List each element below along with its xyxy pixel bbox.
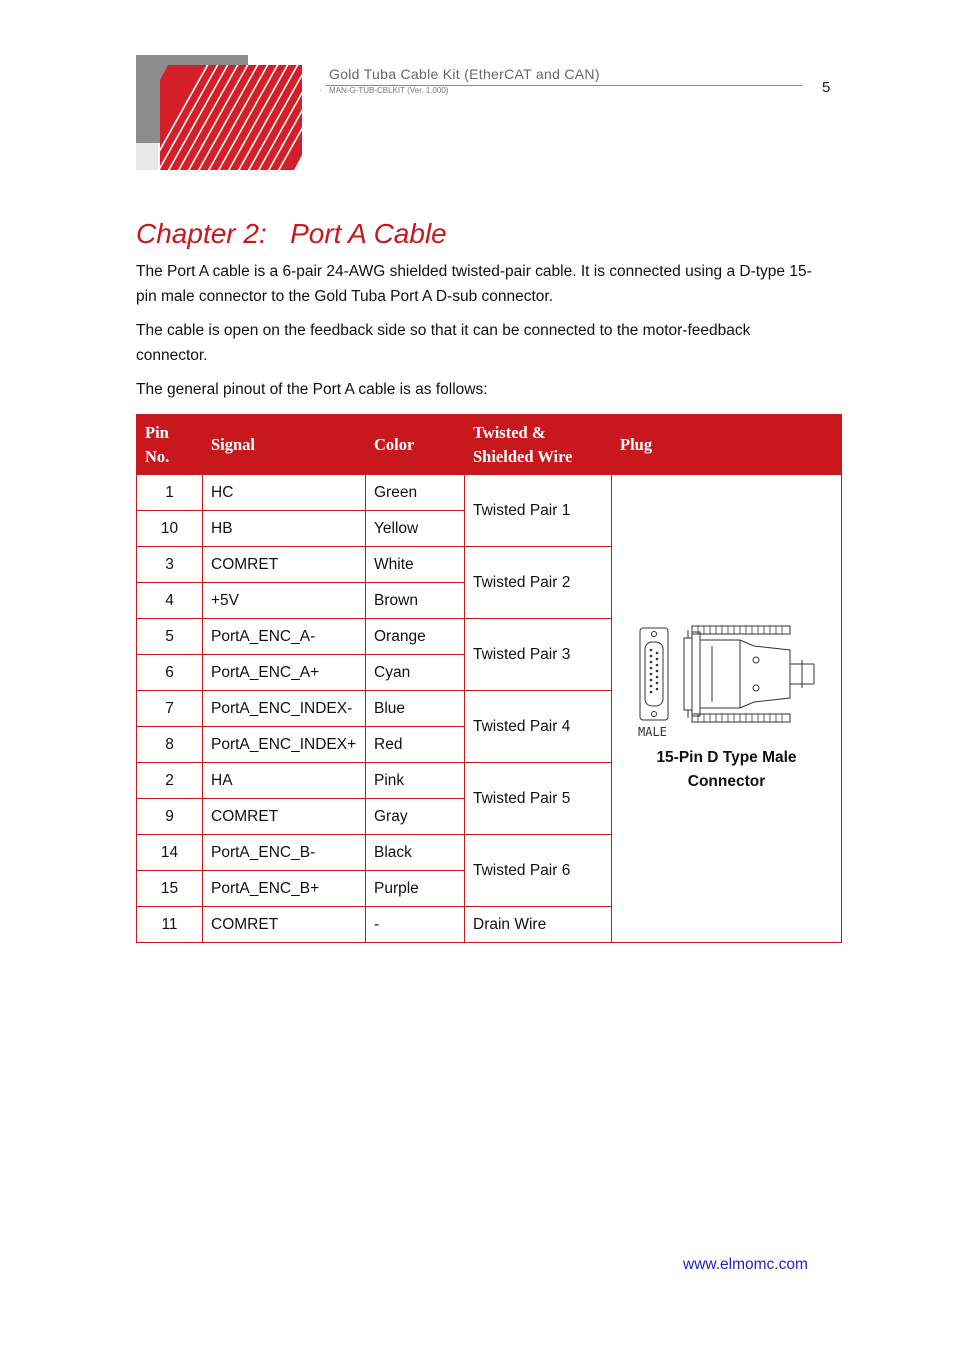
header-color: Color <box>366 415 465 475</box>
signal-cell: HC <box>203 475 366 511</box>
pin-cell: 2 <box>137 763 203 799</box>
pair-cell: Twisted Pair 3 <box>465 619 612 691</box>
color-cell: Brown <box>366 583 465 619</box>
color-cell: Purple <box>366 871 465 907</box>
color-cell: Pink <box>366 763 465 799</box>
header-twisted: Twisted & Shielded Wire <box>465 415 612 475</box>
header-bullet: · <box>319 86 322 95</box>
plug-cell <box>612 475 842 943</box>
signal-cell: PortA_ENC_INDEX- <box>203 691 366 727</box>
pin-cell: 9 <box>137 799 203 835</box>
pinout-table <box>136 414 842 943</box>
pin-cell: 1 <box>137 475 203 511</box>
pair-cell: Drain Wire <box>465 907 612 943</box>
intro-paragraph: The Port A cable is a 6-pair 24-AWG shielded twisted-pair cable. It is connected using a D-type 15-pin male connector to the Gold Tuba Port A D-sub connector. <box>136 263 812 305</box>
signal-cell: HA <box>203 763 366 799</box>
pin-cell: 15 <box>137 871 203 907</box>
header-signal: Signal <box>203 415 366 475</box>
color-cell: Orange <box>366 619 465 655</box>
signal-cell: PortA_ENC_A- <box>203 619 366 655</box>
signal-cell: PortA_ENC_B- <box>203 835 366 871</box>
chapter-title: Chapter 2: Port A Cable <box>136 218 447 249</box>
document-title: Gold Tuba Cable Kit (EtherCAT and CAN) <box>329 66 600 82</box>
table-row <box>137 475 842 511</box>
company-logo <box>136 55 320 170</box>
signal-cell: COMRET <box>203 799 366 835</box>
color-cell: Gray <box>366 799 465 835</box>
pair-cell: Twisted Pair 5 <box>465 763 612 835</box>
pin-cell: 5 <box>137 619 203 655</box>
page-number: 5 <box>822 79 831 96</box>
pair-cell: Twisted Pair 2 <box>465 547 612 619</box>
signal-cell: +5V <box>203 583 366 619</box>
pair-cell: Twisted Pair 4 <box>465 691 612 763</box>
header-plug: Plug <box>612 415 842 475</box>
color-cell: Blue <box>366 691 465 727</box>
pin-cell: 4 <box>137 583 203 619</box>
pin-cell: 6 <box>137 655 203 691</box>
pin-cell: 10 <box>137 511 203 547</box>
color-cell: Cyan <box>366 655 465 691</box>
signal-cell: COMRET <box>203 907 366 943</box>
signal-cell: PortA_ENC_INDEX+ <box>203 727 366 763</box>
connector-label: MALE <box>637 724 667 739</box>
table-header-row <box>137 415 842 475</box>
color-cell: White <box>366 547 465 583</box>
pin-cell: 3 <box>137 547 203 583</box>
signal-cell: PortA_ENC_B+ <box>203 871 366 907</box>
pair-cell: Twisted Pair 1 <box>465 475 612 547</box>
color-cell: Green <box>366 475 465 511</box>
pair-cell: Twisted Pair 6 <box>465 835 612 907</box>
d-sub-connector-diagram <box>632 624 822 742</box>
signal-cell: HB <box>203 511 366 547</box>
document-version: MAN-G-TUB-CBLKIT (Ver. 1.000) <box>329 86 449 95</box>
pin-cell: 8 <box>137 727 203 763</box>
color-cell: - <box>366 907 465 943</box>
signal-cell: PortA_ENC_A+ <box>203 655 366 691</box>
color-cell: Red <box>366 727 465 763</box>
color-cell: Yellow <box>366 511 465 547</box>
color-cell: Black <box>366 835 465 871</box>
website-link[interactable]: www.elmomc.com <box>683 1256 808 1273</box>
signal-cell: COMRET <box>203 547 366 583</box>
feedback-paragraph: The cable is open on the feedback side so that it can be connected to the motor-feedback connector. <box>136 322 751 364</box>
pinout-intro: The general pinout of the Port A cable is as follows: <box>136 381 488 398</box>
pin-cell: 14 <box>137 835 203 871</box>
pin-cell: 11 <box>137 907 203 943</box>
header-pin: Pin No. <box>137 415 203 475</box>
plug-caption: 15-Pin D Type Male Connector <box>656 748 797 790</box>
pin-cell: 7 <box>137 691 203 727</box>
